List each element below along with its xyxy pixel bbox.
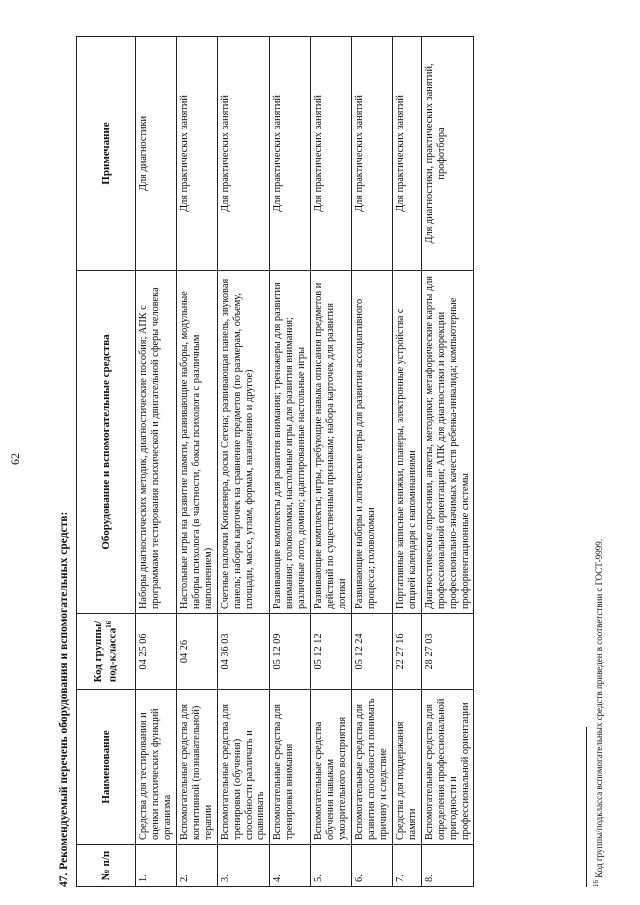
row-name: Вспомогательные средства обучения навыкам умозрительного восприятия bbox=[311, 690, 352, 845]
row-num: 4. bbox=[270, 845, 311, 887]
table-row bbox=[421, 37, 474, 887]
table-row bbox=[311, 37, 352, 887]
row-code: 28 27 03 bbox=[421, 614, 474, 690]
page-number: 62 bbox=[8, 453, 22, 465]
row-name: Средства для тестирования и оценки психических функций организма bbox=[136, 690, 177, 845]
row-note: Для практических занятий bbox=[176, 37, 217, 271]
header-equipment: Оборудование и вспомогательные средства bbox=[77, 271, 136, 614]
row-num: 6. bbox=[352, 845, 393, 887]
header-code bbox=[77, 614, 136, 690]
row-equipment: Портативные записные книжки, планеры, электронные устройства с опцией календаря с напоминаниями bbox=[392, 271, 421, 614]
row-code: 04 26 bbox=[176, 614, 217, 690]
header-note: Примечание bbox=[77, 37, 136, 271]
row-name: Вспомогательные средства для развития способности понимать причину и следствие bbox=[352, 690, 393, 845]
row-note: Для практических занятий bbox=[270, 37, 311, 271]
row-equipment: Развивающие комплекты для развития внимания; тренажеры для развития внимания; головоломки, настольные игры для развития внимания; различные лото, домино; адаптированные настольные игры bbox=[270, 271, 311, 614]
table-row bbox=[352, 37, 393, 887]
row-name: Вспомогательные средства для тренировки (обучения) способности различать и сравнивать bbox=[217, 690, 270, 845]
row-code: 05 12 12 bbox=[311, 614, 352, 690]
row-name: Вспомогательные средства для тренировки внимания bbox=[270, 690, 311, 845]
section-heading: 47. Рекомендуемый перечень оборудования и вспомогательных средств: bbox=[58, 511, 70, 887]
row-note: Для практических занятий bbox=[311, 37, 352, 271]
row-name: Вспомогательные средства для когнитивной (познавательной) терапии bbox=[176, 690, 217, 845]
row-name: Средства для поддержания памяти bbox=[392, 690, 421, 845]
row-code: 04 25 06 bbox=[136, 614, 177, 690]
row-equipment: Развивающие наборы и логические игры для развития ассоциативного процесса; головоломки bbox=[352, 271, 393, 614]
row-num: 5. bbox=[311, 845, 352, 887]
row-note: Для практических занятий bbox=[352, 37, 393, 271]
row-num: 2. bbox=[176, 845, 217, 887]
row-equipment: Настольные игры на развитие памяти, развивающие наборы, модульные наборы психолога (в частности, боксы психолога с различным наполнением) bbox=[176, 271, 217, 614]
row-note: Для практических занятий bbox=[392, 37, 421, 271]
row-num: 8. bbox=[421, 845, 474, 887]
footnote-text: Код группы/подкласса вспомогательных средств приведен в соответствии с ГОСТ-9999. bbox=[594, 539, 604, 878]
row-note: Для диагностики, практических занятий, профотбора bbox=[421, 37, 474, 271]
row-equipment: Счетные палочки Кюизенера, доски Сегена; развивающая панель, звуковая панель; наборы карточек на сравнение предметов (по размерам, объему, площади, массе, углам, формам, назначению и другое) bbox=[217, 271, 270, 614]
header-code-label: Код группы/под-класса bbox=[92, 620, 119, 683]
table-row bbox=[176, 37, 217, 887]
row-num: 1. bbox=[136, 845, 177, 887]
row-num: 7. bbox=[392, 845, 421, 887]
row-code: 05 12 09 bbox=[270, 614, 311, 690]
footnote-separator bbox=[586, 727, 587, 887]
table-row bbox=[217, 37, 270, 887]
row-code: 04 36 03 bbox=[217, 614, 270, 690]
row-equipment: Наборы диагностических методик, диагностические пособия; АПК с программами тестирования психической и двигательной сферы человека bbox=[136, 271, 177, 614]
header-num: № п/п bbox=[77, 845, 136, 887]
header-name: Наименование bbox=[77, 690, 136, 845]
footnote bbox=[592, 539, 604, 887]
table-header-row bbox=[77, 37, 136, 887]
row-name: Вспомогательные средства для определения профессиональной пригодности и профессиональной ориентации bbox=[421, 690, 474, 845]
table-row bbox=[136, 37, 177, 887]
row-equipment: Развивающие комплекты; игры, требующие навыка описания предметов и действий по существенным признакам; набора карточек для развития логики bbox=[311, 271, 352, 614]
footnote-marker: 16 bbox=[592, 880, 600, 887]
table-row bbox=[392, 37, 421, 887]
row-num: 3. bbox=[217, 845, 270, 887]
equipment-table bbox=[76, 36, 474, 887]
row-equipment: Диагностические опросники, анкеты, методики; метафорические карты для профессиональной ориентации; АПК для диагностики и коррекции профессионально-значимых качеств ребенка-инвалида; компьютерные профориентационные системы bbox=[421, 271, 474, 614]
row-code: 22 27 16 bbox=[392, 614, 421, 690]
row-code: 05 12 24 bbox=[352, 614, 393, 690]
row-note: Для практических занятий bbox=[217, 37, 270, 271]
header-code-footnote-marker: 16 bbox=[105, 620, 114, 628]
table-row bbox=[270, 37, 311, 887]
row-note: Для диагностики bbox=[136, 37, 177, 271]
